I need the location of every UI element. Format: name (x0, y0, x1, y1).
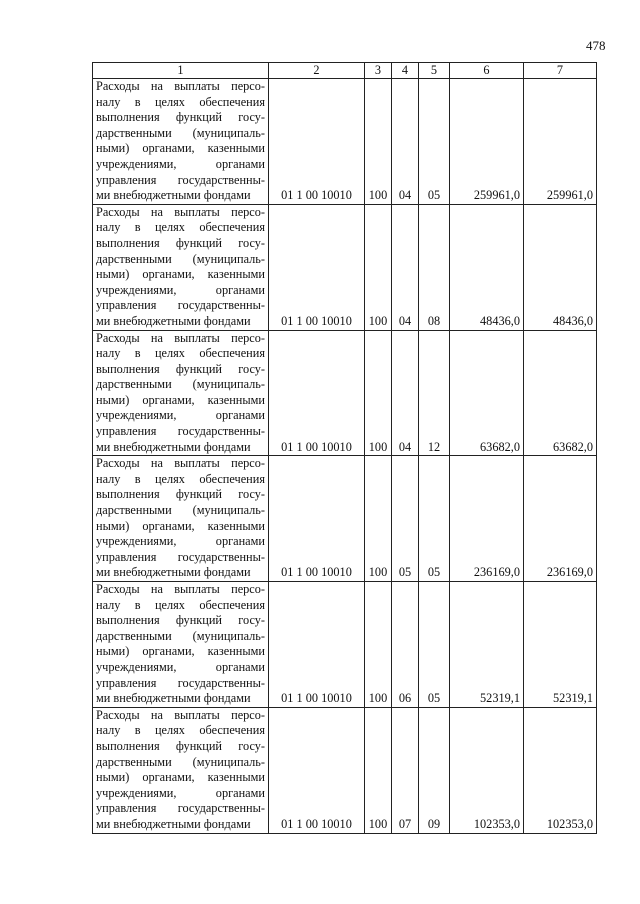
description-line: ми внебюджетными фондами (96, 816, 251, 831)
description-line: ными) органами, казенными (96, 267, 265, 282)
description-line: выполнения функций госу- (96, 738, 265, 753)
description-line: дарственными (муниципаль- (96, 125, 265, 140)
description-line: ными) органами, казенными (96, 770, 265, 785)
description-line: налу в целях обеспечения (96, 94, 265, 109)
expense-type-code: 100 (365, 204, 392, 330)
table-row (93, 79, 597, 205)
table-row (93, 330, 597, 456)
budget-classification-code: 01 1 00 10010 (269, 707, 365, 833)
amount-column-6: 236169,0 (450, 456, 524, 582)
amount-column-7: 102353,0 (524, 707, 597, 833)
description-line: выполнения функций госу- (96, 613, 265, 628)
section-code: 04 (392, 330, 419, 456)
subsection-code: 05 (419, 456, 450, 582)
description-line: управления государственны- (96, 801, 265, 816)
description-line: управления государственны- (96, 298, 265, 313)
description-line: ми внебюджетными фондами (96, 188, 251, 203)
expense-description (93, 582, 269, 708)
description-line: управления государственны- (96, 172, 265, 187)
description-line: Расходы на выплаты персо- (96, 204, 265, 219)
description-line: дарственными (муниципаль- (96, 503, 265, 518)
description-line: учреждениями, органами (96, 785, 265, 800)
expense-type-code: 100 (365, 582, 392, 708)
column-header: 7 (524, 63, 597, 79)
description-line: дарственными (муниципаль- (96, 251, 265, 266)
table-row (93, 456, 597, 582)
column-header: 1 (93, 63, 269, 79)
section-code: 04 (392, 204, 419, 330)
description-line: Расходы на выплаты персо- (96, 582, 265, 596)
description-line: дарственными (муниципаль- (96, 628, 265, 643)
expense-description (93, 330, 269, 456)
amount-column-7: 48436,0 (524, 204, 597, 330)
section-code: 05 (392, 456, 419, 582)
budget-classification-code: 01 1 00 10010 (269, 582, 365, 708)
description-line: Расходы на выплаты персо- (96, 707, 265, 722)
column-header: 2 (269, 63, 365, 79)
column-header: 6 (450, 63, 524, 79)
subsection-code: 05 (419, 79, 450, 205)
description-line: налу в целях обеспечения (96, 346, 265, 361)
description-line: налу в целях обеспечения (96, 597, 265, 612)
description-line: ными) органами, казенными (96, 644, 265, 659)
amount-column-6: 63682,0 (450, 330, 524, 456)
expense-description (93, 707, 269, 833)
description-line: ми внебюджетными фондами (96, 313, 251, 328)
budget-table (92, 62, 597, 834)
description-line: налу в целях обеспечения (96, 220, 265, 235)
amount-column-6: 52319,1 (450, 582, 524, 708)
subsection-code: 09 (419, 707, 450, 833)
page-number: 478 (586, 38, 606, 53)
amount-column-6: 259961,0 (450, 79, 524, 205)
section-code: 04 (392, 79, 419, 205)
description-line: управления государственны- (96, 675, 265, 690)
description-line: учреждениями, органами (96, 659, 265, 674)
description-line: налу в целях обеспечения (96, 723, 265, 738)
description-line: дарственными (муниципаль- (96, 377, 265, 392)
description-line: ми внебюджетными фондами (96, 691, 251, 706)
description-line: управления государственны- (96, 549, 265, 564)
description-line: ными) органами, казенными (96, 141, 265, 156)
budget-classification-code: 01 1 00 10010 (269, 456, 365, 582)
amount-column-7: 52319,1 (524, 582, 597, 708)
description-line: учреждениями, органами (96, 534, 265, 549)
description-line: учреждениями, органами (96, 156, 265, 171)
subsection-code: 12 (419, 330, 450, 456)
budget-classification-code: 01 1 00 10010 (269, 79, 365, 205)
description-line: Расходы на выплаты персо- (96, 330, 265, 345)
description-line: ными) органами, казенными (96, 392, 265, 407)
description-line: дарственными (муниципаль- (96, 754, 265, 769)
section-code: 06 (392, 582, 419, 708)
expense-type-code: 100 (365, 330, 392, 456)
amount-column-7: 259961,0 (524, 79, 597, 205)
amount-column-6: 102353,0 (450, 707, 524, 833)
description-line: ми внебюджетными фондами (96, 565, 251, 580)
description-line: Расходы на выплаты персо- (96, 79, 265, 93)
description-line: выполнения функций госу- (96, 361, 265, 376)
description-line: выполнения функций госу- (96, 487, 265, 502)
description-line: ми внебюджетными фондами (96, 439, 251, 454)
table-row (93, 204, 597, 330)
description-line: налу в целях обеспечения (96, 471, 265, 486)
subsection-code: 05 (419, 582, 450, 708)
amount-column-7: 63682,0 (524, 330, 597, 456)
expense-description (93, 204, 269, 330)
column-header: 3 (365, 63, 392, 79)
description-line: выполнения функций госу- (96, 235, 265, 250)
description-line: Расходы на выплаты персо- (96, 456, 265, 471)
description-line: управления государственны- (96, 424, 265, 439)
amount-column-6: 48436,0 (450, 204, 524, 330)
description-line: учреждениями, органами (96, 282, 265, 297)
column-header: 4 (392, 63, 419, 79)
expense-description (93, 79, 269, 205)
expense-type-code: 100 (365, 79, 392, 205)
description-line: ными) органами, казенными (96, 518, 265, 533)
header-row (93, 63, 597, 79)
amount-column-7: 236169,0 (524, 456, 597, 582)
table-row (93, 707, 597, 833)
budget-classification-code: 01 1 00 10010 (269, 330, 365, 456)
expense-description (93, 456, 269, 582)
table-row (93, 582, 597, 708)
column-header: 5 (419, 63, 450, 79)
budget-classification-code: 01 1 00 10010 (269, 204, 365, 330)
subsection-code: 08 (419, 204, 450, 330)
description-line: учреждениями, органами (96, 408, 265, 423)
expense-type-code: 100 (365, 707, 392, 833)
section-code: 07 (392, 707, 419, 833)
description-line: выполнения функций госу- (96, 110, 265, 125)
expense-type-code: 100 (365, 456, 392, 582)
